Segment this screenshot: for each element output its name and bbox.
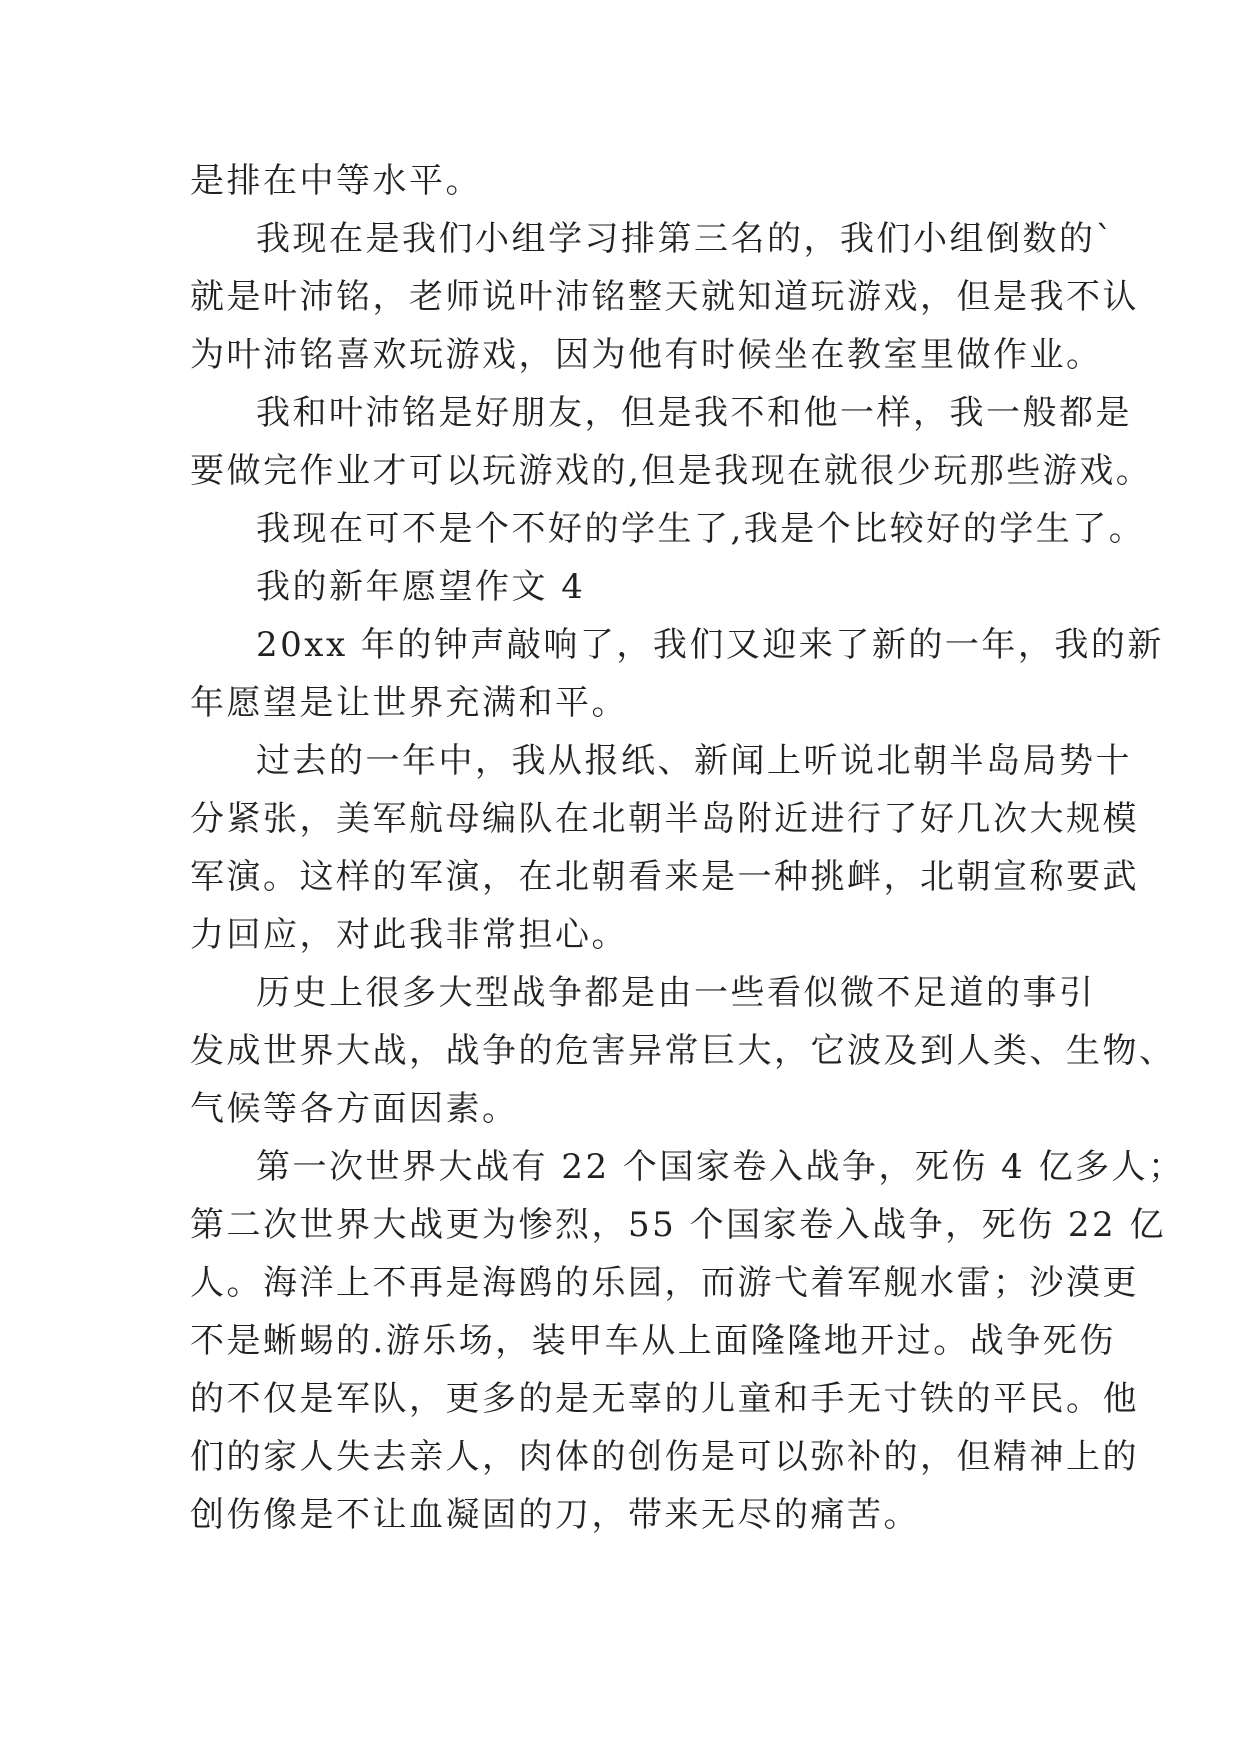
text-line: 力回应，对此我非常担心。 — [190, 915, 628, 955]
text-line: 就是叶沛铭，老师说叶沛铭整天就知道玩游戏，但是我不认 — [190, 277, 1139, 317]
text-line: 创伤像是不让血凝固的刀，带来无尽的痛苦。 — [190, 1495, 920, 1535]
text-line: 气候等各方面因素。 — [190, 1089, 519, 1129]
text-line: 历史上很多大型战争都是由一些看似微不足道的事引 — [256, 973, 1096, 1013]
text-line: 为叶沛铭喜欢玩游戏，因为他有时候坐在教室里做作业。 — [190, 335, 1103, 375]
text-line: 年愿望是让世界充满和平。 — [190, 683, 628, 723]
text-line: 分紧张，美军航母编队在北朝半岛附近进行了好几次大规模 — [190, 799, 1139, 839]
text-line: 是排在中等水平。 — [190, 161, 482, 201]
text-line: 人。海洋上不再是海鸥的乐园，而游弋着军舰水雷；沙漠更 — [190, 1263, 1139, 1303]
text-line: 我现在可不是个不好的学生了,我是个比较好的学生了。 — [256, 509, 1146, 549]
text-line: 我和叶沛铭是好朋友，但是我不和他一样，我一般都是 — [256, 393, 1132, 433]
text-line: 过去的一年中，我从报纸、新闻上听说北朝半岛局势十 — [256, 741, 1132, 781]
text-line: 我的新年愿望作文 4 — [256, 567, 586, 607]
text-line: 不是蜥蜴的.游乐场，装甲车从上面隆隆地开过。战争死伤 — [190, 1321, 1116, 1361]
text-line: 第二次世界大战更为惨烈，55 个国家卷入战争，死伤 22 亿 — [190, 1205, 1166, 1245]
text-line: 发成世界大战，战争的危害异常巨大，它波及到人类、生物、 — [190, 1031, 1176, 1071]
text-line: 们的家人失去亲人，肉体的创伤是可以弥补的，但精神上的 — [190, 1437, 1139, 1477]
text-line: 的不仅是军队，更多的是无辜的儿童和手无寸铁的平民。他 — [190, 1379, 1139, 1419]
text-line: 我现在是我们小组学习排第三名的，我们小组倒数的` — [256, 219, 1115, 259]
text-line: 军演。这样的军演，在北朝看来是一种挑衅，北朝宣称要武 — [190, 857, 1139, 897]
document-body — [190, 152, 1185, 1544]
text-line: 要做完作业才可以玩游戏的,但是我现在就很少玩那些游戏。 — [190, 451, 1153, 491]
text-line: 20xx 年的钟声敲响了，我们又迎来了新的一年，我的新 — [256, 625, 1164, 665]
text-line: 第一次世界大战有 22 个国家卷入战争，死伤 4 亿多人； — [256, 1147, 1185, 1187]
